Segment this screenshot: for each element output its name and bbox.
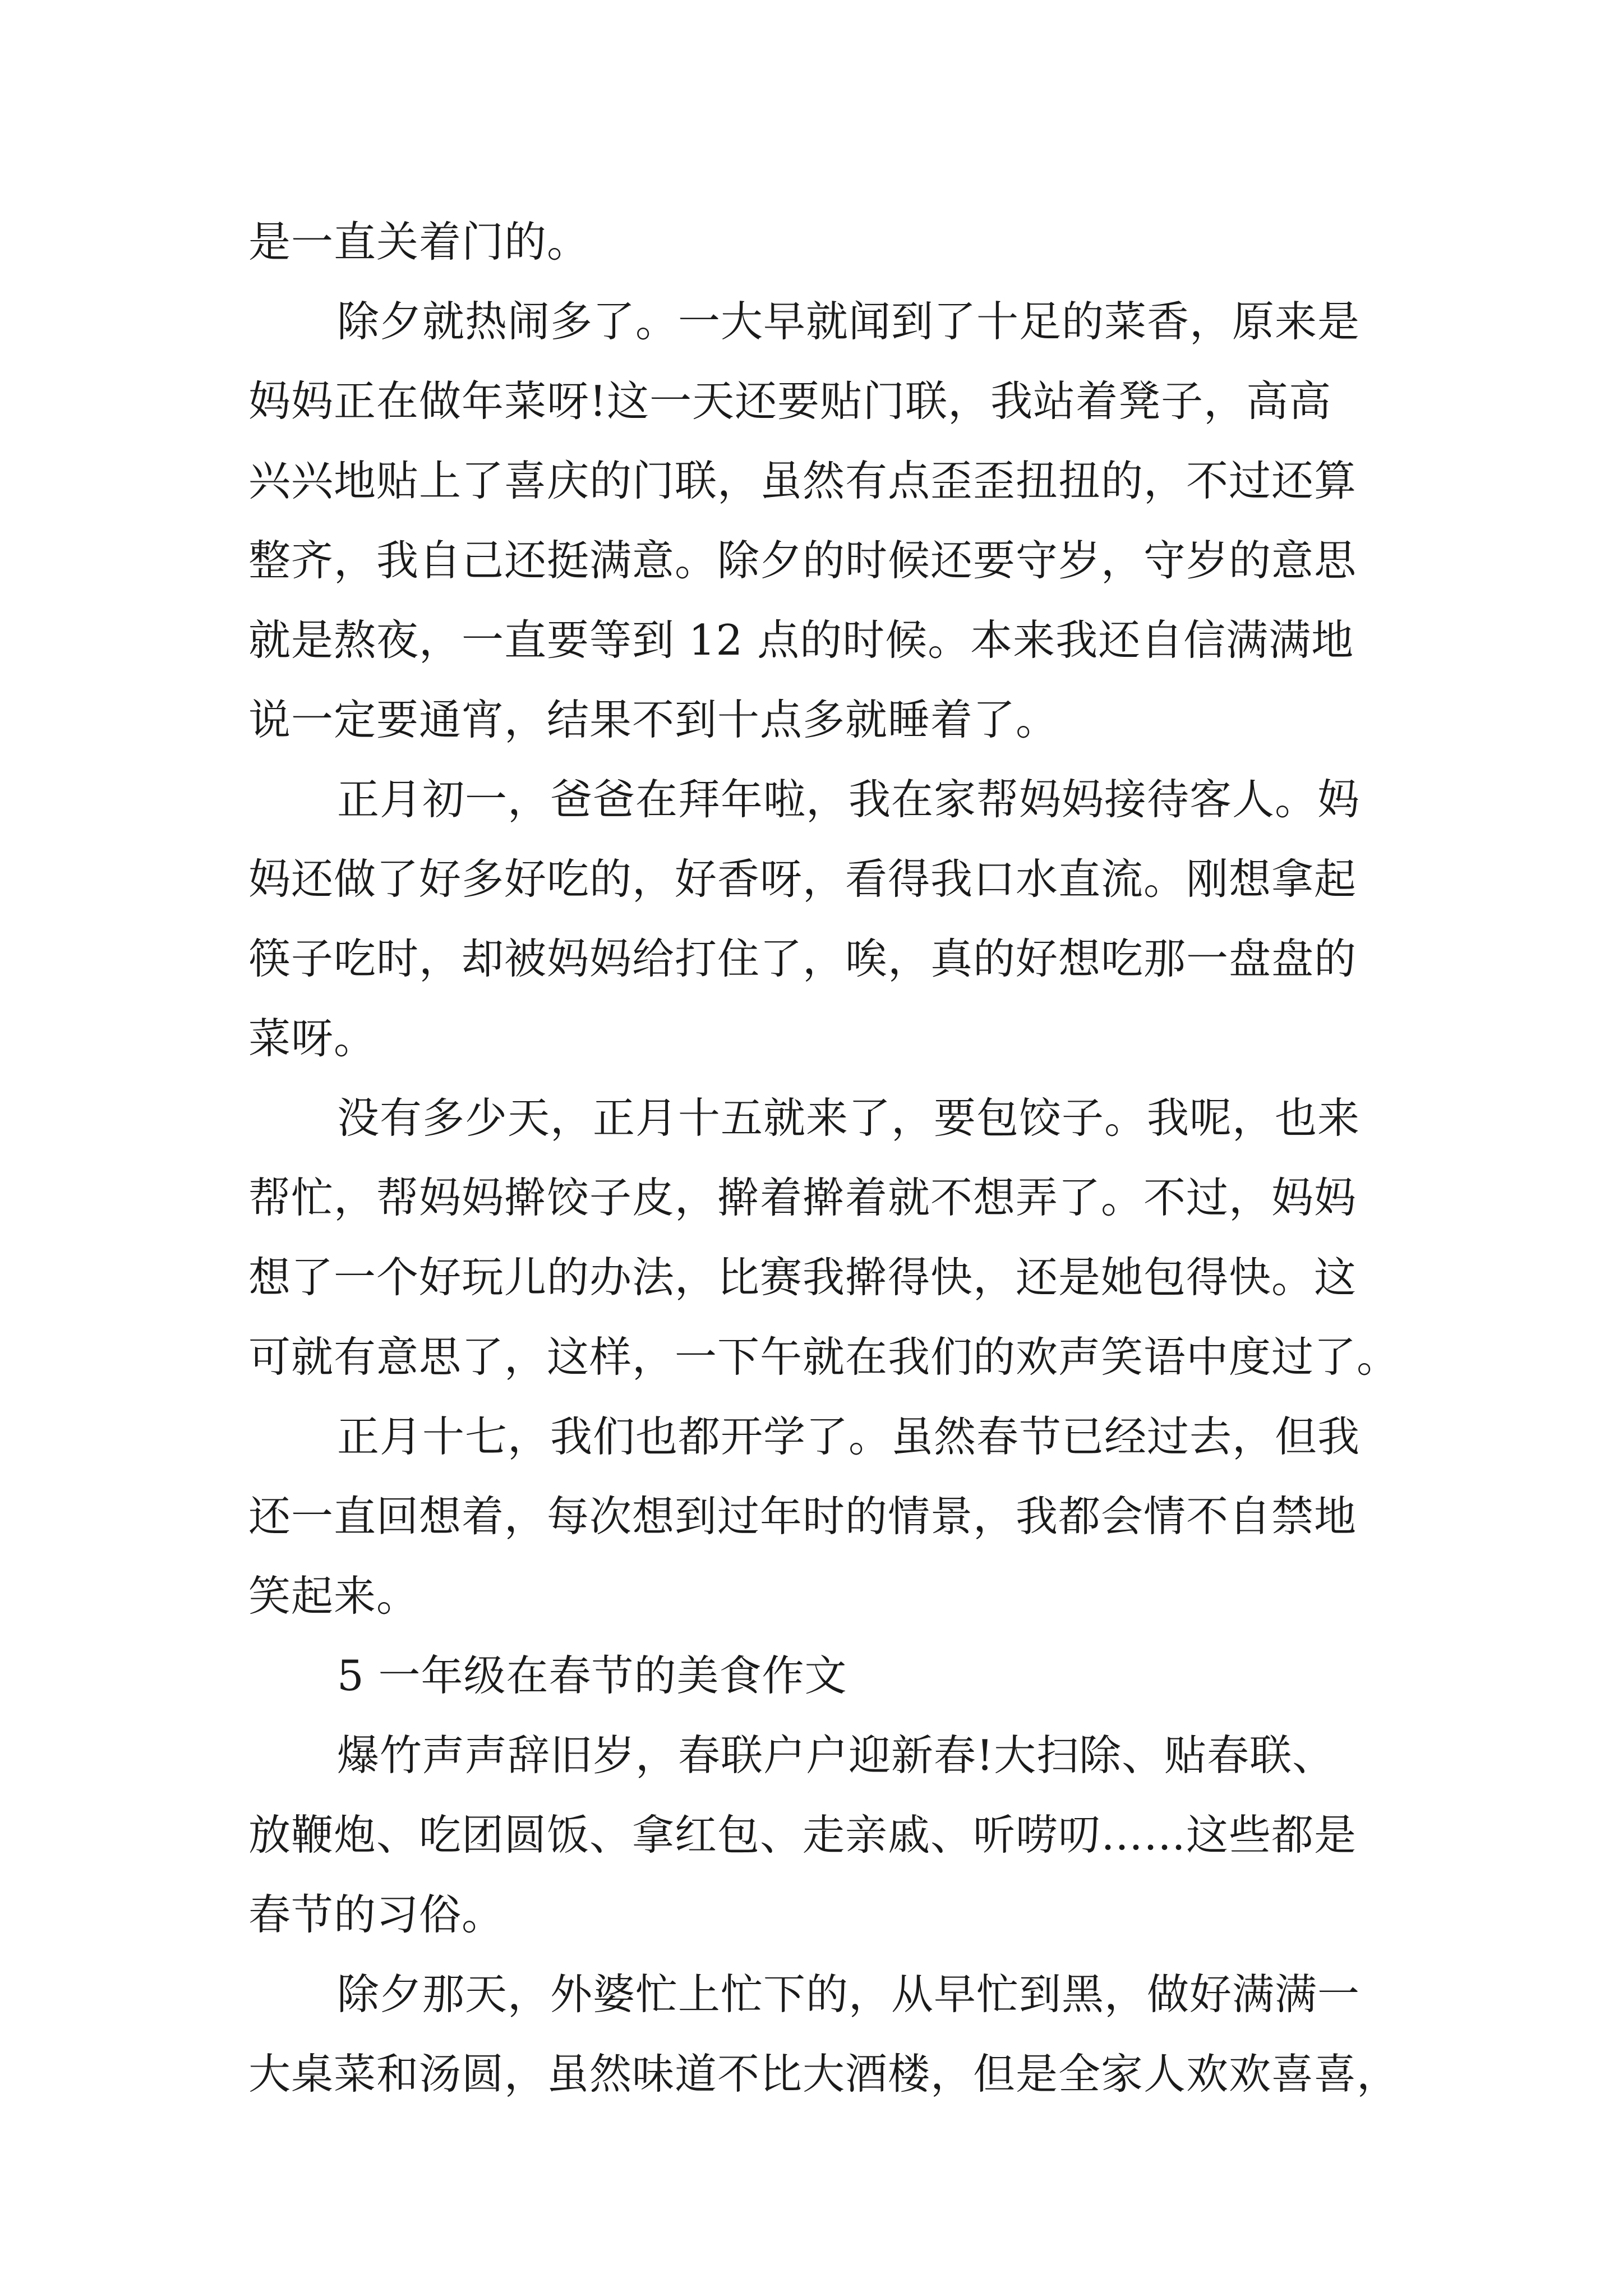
paragraph-start-line: 爆竹声声辞旧岁，春联户户迎新春!大扫除、贴春联、: [337, 1731, 1335, 1780]
paragraph-start-line: 没有多少天，正月十五就来了，要包饺子。我呢，也来: [337, 1093, 1361, 1143]
text-line: 想了一个好玩儿的办法，比赛我擀得快，还是她包得快。这: [248, 1253, 1357, 1302]
text-line: 大桌菜和汤圆，虽然味道不比大酒楼，但是全家人欢欢喜喜，: [248, 2049, 1400, 2099]
text-line: 帮忙，帮妈妈擀饺子皮，擀着擀着就不想弄了。不过，妈妈: [248, 1173, 1357, 1222]
text-line: 菜呀。: [248, 1014, 377, 1063]
text-line: 就是熬夜，一直要等到 12 点的时候。本来我还自信满满地: [248, 615, 1354, 665]
text-line: 是一直关着门的。: [248, 217, 590, 266]
text-line: 放鞭炮、吃团圆饭、拿红包、走亲戚、听唠叨……这些都是: [248, 1810, 1357, 1860]
paragraph-start-line: 除夕那天，外婆忙上忙下的，从早忙到黑，做好满满一: [337, 1970, 1361, 2019]
paragraph-start-line: 正月初一，爸爸在拜年啦，我在家帮妈妈接待客人。妈: [337, 775, 1361, 824]
text-line: 还一直回想着，每次想到过年时的情景，我都会情不自禁地: [248, 1492, 1357, 1541]
paragraph-start-line: 除夕就热闹多了。一大早就闻到了十足的菜香，原来是: [337, 297, 1361, 346]
text-line: 可就有意思了，这样，一下午就在我们的欢声笑语中度过了。: [248, 1332, 1400, 1382]
text-line: 春节的习俗。: [248, 1890, 505, 1939]
text-line: 妈还做了好多好吃的，好香呀，看得我口水直流。刚想拿起: [248, 854, 1357, 904]
text-line: 妈妈正在做年菜呀!这一天还要贴门联，我站着凳子，高高: [248, 376, 1332, 426]
text-line: 兴兴地贴上了喜庆的门联，虽然有点歪歪扭扭的，不过还算: [248, 456, 1357, 505]
section-heading: 5 一年级在春节的美食作文: [337, 1651, 847, 1700]
text-line: 筷子吃时，却被妈妈给打住了，唉，真的好想吃那一盘盘的: [248, 934, 1357, 983]
text-line: 整齐，我自己还挺满意。除夕的时候还要守岁，守岁的意思: [248, 536, 1357, 585]
text-line: 说一定要通宵，结果不到十点多就睡着了。: [248, 695, 1059, 744]
text-line: 笑起来。: [248, 1571, 419, 1621]
paragraph-start-line: 正月十七，我们也都开学了。虽然春节已经过去，但我: [337, 1412, 1361, 1461]
essay-body: [248, 202, 1400, 2114]
